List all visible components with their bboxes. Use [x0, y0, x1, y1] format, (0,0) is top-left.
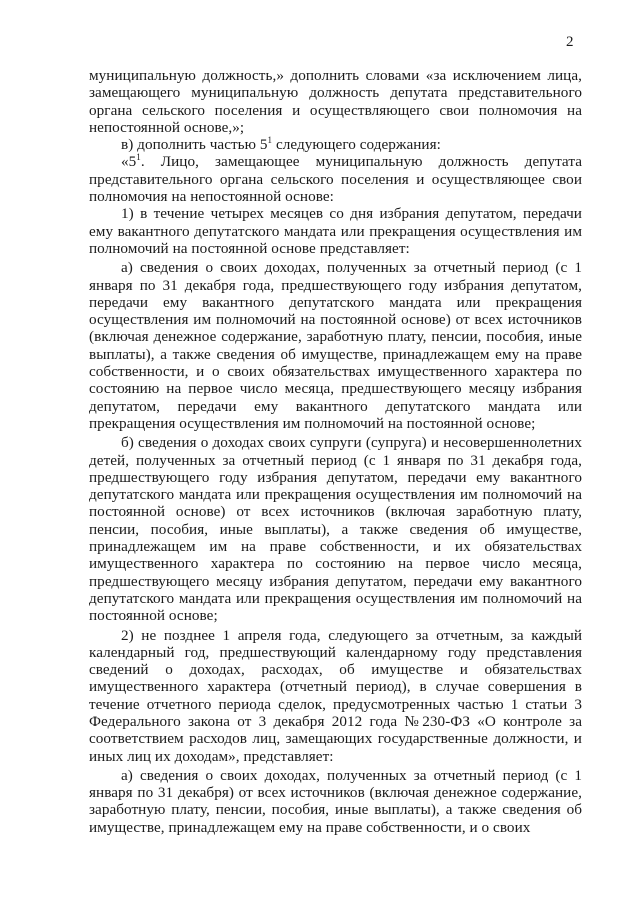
- paragraph-part-5-1: [89, 153, 582, 205]
- superscript-number: 1: [267, 135, 273, 146]
- page-number: 2: [566, 34, 574, 50]
- superscript-number: 1: [136, 152, 141, 163]
- paragraph-item-v-text-before: в) дополнить частью 5: [121, 136, 268, 154]
- paragraph-item-v-text-after: следующего содержания:: [272, 136, 441, 154]
- paragraph-part-5-1-text-before: «5: [121, 153, 137, 171]
- paragraph-item-1a: а) сведения о своих доходах, полученных за отчетный период (с 1 января по 31 декабря года, предшествующего году избрания депутатом, передачи ему вакантного депутатского мандата или прекращения осуществления им полномочий на постоянной основе) от всех источников (включая денежное содержание, заработную плату, пенсии, пособия, иные выплаты), а также сведения об имуществе, принадлежащем ему на праве собственности, и о своих обязательствах имущественного характера по состоянию на первое число месяца, предшествующего месяцу избрания депутатом, передачи ему вакантного депутатского мандата или прекращения осуществления им полномочий на постоянной основе;: [89, 259, 582, 432]
- paragraph-part-5-1-text-after: . Лицо, замещающее муниципальную должность депутата представительного органа сельского поселения и осуществляющее свои полномочия на непостоянной основе:: [89, 153, 582, 206]
- paragraph-item-1b: б) сведения о доходах своих супруги (супруга) и несовершеннолетних детей, полученных за отчетный период (с 1 января по 31 декабря года, предшествующего году избрания депутатом, передачи ему вакантного депутатского мандата или прекращения осуществления им полномочий на постоянной основе) от всех источников (включая заработную плату, пенсии, пособия, иные выплаты), а также сведения об имуществе, принадлежащем им на праве собственности, и их обязательствах имущественного характера по состоянию на первое число месяца, предшествующего месяцу избрания депутатом, передачи ему вакантного депутатского мандата или прекращения осуществления им полномочий на постоянной основе;: [89, 434, 582, 625]
- paragraph-intro: муниципальную должность,» дополнить словами «за исключением лица, замещающего муниципальную должность депутата представительного органа сельского поселения и осуществляющего свои полномочия на непостоянной основе,»;: [89, 67, 582, 136]
- paragraph-item-2a: а) сведения о своих доходах, полученных за отчетный период (с 1 января по 31 декабря) от всех источников (включая денежное содержание, заработную плату, пенсии, пособия, иные выплаты), а также сведения об имуществе, принадлежащем ему на праве собственности, и о своих: [89, 766, 582, 836]
- paragraph-item-v: [89, 136, 582, 153]
- document-body: [89, 67, 582, 836]
- paragraph-item-2: 2) не позднее 1 апреля года, следующего за отчетным, за каждый календарный год, предшествующий календарному году представления сведений о доходах, расходах, об имуществе и обязательствах имущественного характера (отчетный период), в случае совершения в течение отчетного периода сделок, предусмотренных частью 1 статьи 3 Федерального закона от 3 декабря 2012 года №230-ФЗ «О контроле за соответствием расходов лиц, замещающих государственные должности, и иных лиц их доходам», представляет:: [89, 626, 582, 765]
- paragraph-item-1: 1) в течение четырех месяцев со дня избрания депутатом, передачи ему вакантного депутатского мандата или прекращения осуществления им полномочий на постоянной основе представляет:: [89, 205, 582, 257]
